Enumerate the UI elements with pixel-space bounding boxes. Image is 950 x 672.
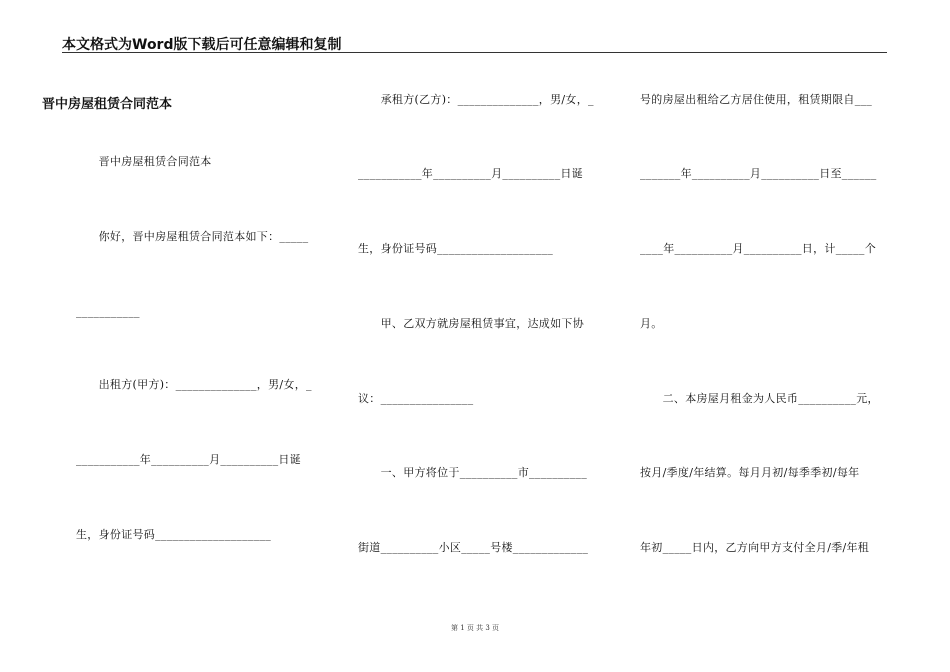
document-title: 晋中房屋租赁合同范本: [42, 97, 173, 112]
text-line: 生，身份证号码____________________: [76, 528, 272, 541]
text-line: 街道__________小区_____号楼_____________: [358, 541, 589, 554]
text-line: ___________年__________月__________日诞: [76, 453, 301, 466]
text-line: 承租方(乙方)：______________，男/女，_: [358, 93, 594, 106]
text-line: 议：________________: [358, 392, 474, 405]
text-line: 按月/季度/年结算。每月月初/每季季初/每年: [640, 466, 860, 479]
text-line: _______年__________月__________日至______: [640, 167, 877, 180]
text-line: 年初_____日内，乙方向甲方支付全月/季/年租: [640, 541, 870, 554]
page-header: 本文格式为Word版下载后可任意编辑和复制: [62, 37, 342, 53]
text-line: ____年__________月__________日，计_____个: [640, 242, 876, 255]
page-footer: 第 1 页 共 3 页: [450, 624, 500, 632]
text-column-1: [76, 0, 324, 672]
text-column-2: [358, 0, 608, 672]
text-line: 号的房屋出租给乙方居住使用，租赁期限自___: [640, 93, 873, 106]
text-line: ___________: [76, 305, 140, 318]
text-line: 生，身份证号码____________________: [358, 242, 554, 255]
text-line: 一、甲方将位于__________市__________: [358, 466, 587, 479]
text-line: 月。: [640, 317, 663, 330]
text-line: 晋中房屋租赁合同范本: [76, 155, 212, 168]
text-line: 甲、乙双方就房屋租赁事宜，达成如下协: [358, 317, 584, 330]
text-column-3: [640, 0, 886, 672]
text-line: 二、本房屋月租金为人民币__________元，: [640, 392, 879, 405]
text-line: ___________年__________月__________日诞: [358, 167, 583, 180]
text-line: 出租方(甲方)：______________，男/女，_: [76, 378, 312, 391]
text-line: 你好，晋中房屋租赁合同范本如下：_____: [76, 230, 309, 243]
